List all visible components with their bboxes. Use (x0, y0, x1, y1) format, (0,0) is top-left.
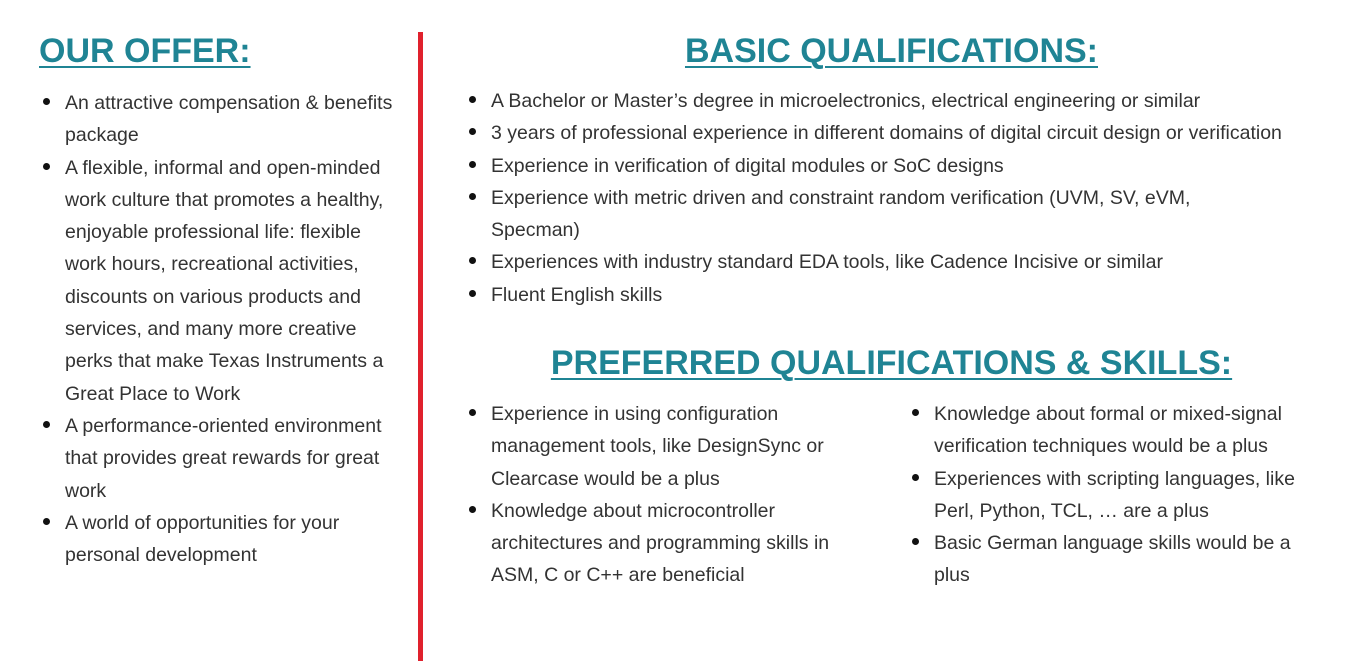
list-item (466, 279, 1346, 311)
offer-item-text: A performance-oriented environment that provides great rewards for great work (65, 414, 382, 502)
basic-item-text: Experience in verification of digital modules or SoC designs (491, 154, 1004, 177)
list-item (466, 495, 866, 592)
list-item (466, 117, 1346, 149)
offer-item-text: A world of opportunities for your personal development (65, 511, 340, 567)
bullet-icon (912, 474, 919, 481)
list-item (909, 398, 1319, 463)
list-item (40, 152, 402, 410)
basic-item-text: 3 years of professional experience in different domains of digital circuit design or verification (491, 122, 1282, 145)
basic-qualifications-list (466, 85, 1346, 311)
preferred-qualifications-heading: PREFERRED QUALIFICATIONS & SKILLS: (550, 344, 1233, 382)
bullet-icon (469, 128, 476, 135)
bullet-icon (912, 409, 919, 416)
preferred-item-text: Experience in using configuration management tools, like DesignSync or Clearcase would be a plus (491, 403, 824, 490)
list-item (466, 398, 866, 495)
preferred-list-left (466, 398, 866, 592)
preferred-item-text: Knowledge about formal or mixed-signal verification techniques would be a plus (934, 403, 1282, 458)
bullet-icon (43, 518, 50, 525)
bullet-icon (43, 163, 50, 170)
offer-list (40, 87, 402, 571)
preferred-list-right (909, 398, 1319, 592)
list-item (40, 507, 402, 572)
basic-item-text: A Bachelor or Master’s degree in microelectronics, electrical engineering or similar (491, 90, 1201, 112)
bullet-icon (469, 506, 476, 513)
preferred-item-text: Basic German language skills would be a plus (934, 532, 1291, 587)
bullet-icon (912, 538, 919, 545)
bullet-icon (43, 98, 50, 105)
preferred-item-text: Knowledge about microcontroller architectures and programming skills in ASM, C or C++ are beneficial (491, 499, 830, 587)
basic-item-text: Experience with metric driven and constraint random verification (UVM, SV, eVM, Specman) (491, 186, 1191, 242)
basic-qualifications-heading: BASIC QUALIFICATIONS: (684, 32, 1098, 70)
offer-item-text: A flexible, informal and open-minded work culture that promotes a healthy, enjoyable professional life: flexible work hours, recreational activities, discounts on various products and services, and many more creative perks that make Texas Instruments a Great Place to Work (65, 156, 384, 405)
list-item (466, 182, 1346, 247)
offer-item-text: An attractive compensation & benefits package (65, 92, 393, 147)
list-item (466, 85, 1346, 117)
qualifications-section (426, 0, 1357, 661)
bullet-icon (469, 409, 476, 416)
bullet-icon (43, 421, 50, 428)
basic-item-text: Experiences with industry standard EDA tools, like Cadence Incisive or similar (491, 251, 1163, 274)
list-item (466, 246, 1346, 278)
offer-heading: OUR OFFER: (39, 32, 251, 70)
bullet-icon (469, 290, 476, 297)
list-item (909, 463, 1319, 528)
offer-section (0, 0, 418, 661)
preferred-item-text: Experiences with scripting languages, like Perl, Python, TCL, … are a plus (934, 467, 1295, 522)
list-item (909, 527, 1319, 592)
list-item (40, 87, 402, 152)
section-divider (418, 32, 423, 661)
bullet-icon (469, 193, 476, 200)
bullet-icon (469, 161, 476, 168)
list-item (40, 410, 402, 507)
bullet-icon (469, 96, 476, 103)
basic-item-text: Fluent English skills (491, 283, 663, 306)
list-item (466, 150, 1346, 182)
bullet-icon (469, 257, 476, 264)
